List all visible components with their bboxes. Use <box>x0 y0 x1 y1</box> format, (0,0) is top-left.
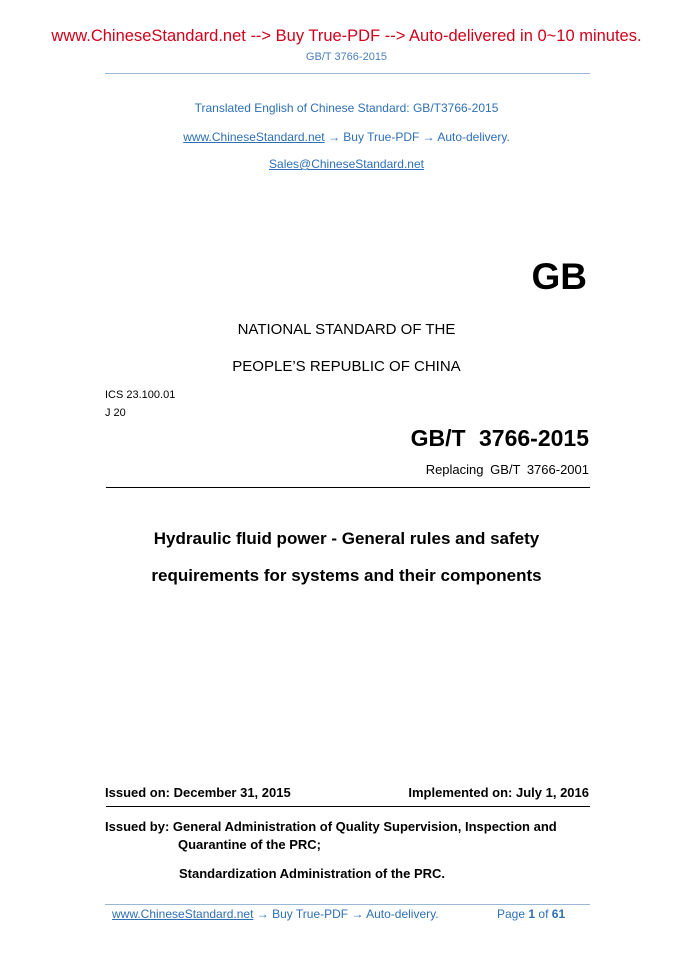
j-code: J 20 <box>105 407 126 419</box>
footer-site-link[interactable]: www.ChineseStandard.net <box>112 907 254 921</box>
ics-code: ICS 23.100.01 <box>105 389 176 401</box>
document-title-line2: requirements for systems and their components <box>151 566 542 585</box>
gb-logo: GB <box>531 256 587 297</box>
page-current: 1 <box>528 907 536 921</box>
document-title-line1: Hydraulic fluid power - General rules and safety <box>153 529 540 548</box>
page-indicator <box>497 907 565 921</box>
issued-by-line1: Issued by: General Administration of Quality Supervision, Inspection and <box>105 819 557 834</box>
header-divider <box>105 73 590 74</box>
site-link[interactable]: www.ChineseStandard.net <box>183 130 325 144</box>
header-standard-code: GB/T 3766-2015 <box>305 51 388 63</box>
issued-by-line3: Standardization Administration of the PRC. <box>179 866 446 881</box>
site-link-tail: → Buy True-PDF → Auto-delivery. <box>324 130 510 144</box>
sales-email-row <box>0 157 693 171</box>
dates-divider <box>106 806 590 807</box>
issued-by-block <box>105 818 595 854</box>
implemented-on-date: Implemented on: July 1, 2016 <box>408 785 589 800</box>
translated-notice: Translated English of Chinese Standard: GB/T3766-2015 <box>194 101 499 115</box>
page-label: Page <box>497 907 526 921</box>
issued-by-line2: Quarantine of the PRC; <box>178 837 322 852</box>
top-banner[interactable]: www.ChineseStandard.net --> Buy True-PDF --> Auto-delivered in 0~10 minutes. <box>51 27 642 45</box>
national-standard-line1: NATIONAL STANDARD OF THE <box>237 321 456 338</box>
replacing-note: Replacing GB/T 3766-2001 <box>425 462 589 477</box>
footer-divider <box>105 904 590 905</box>
page-total: 61 <box>551 907 566 921</box>
footer-site-tail: → Buy True-PDF → Auto-delivery. <box>253 907 439 921</box>
footer-link-row <box>112 907 439 921</box>
sales-email-link[interactable]: Sales@ChineseStandard.net <box>269 157 424 171</box>
standard-number: GB/T 3766-2015 <box>410 425 589 451</box>
page-of: of <box>538 907 549 921</box>
issued-on-date: Issued on: December 31, 2015 <box>105 785 291 800</box>
intro-link-row <box>0 130 693 144</box>
national-standard-line2: PEOPLE’S REPUBLIC OF CHINA <box>232 358 461 375</box>
title-divider <box>106 487 590 488</box>
